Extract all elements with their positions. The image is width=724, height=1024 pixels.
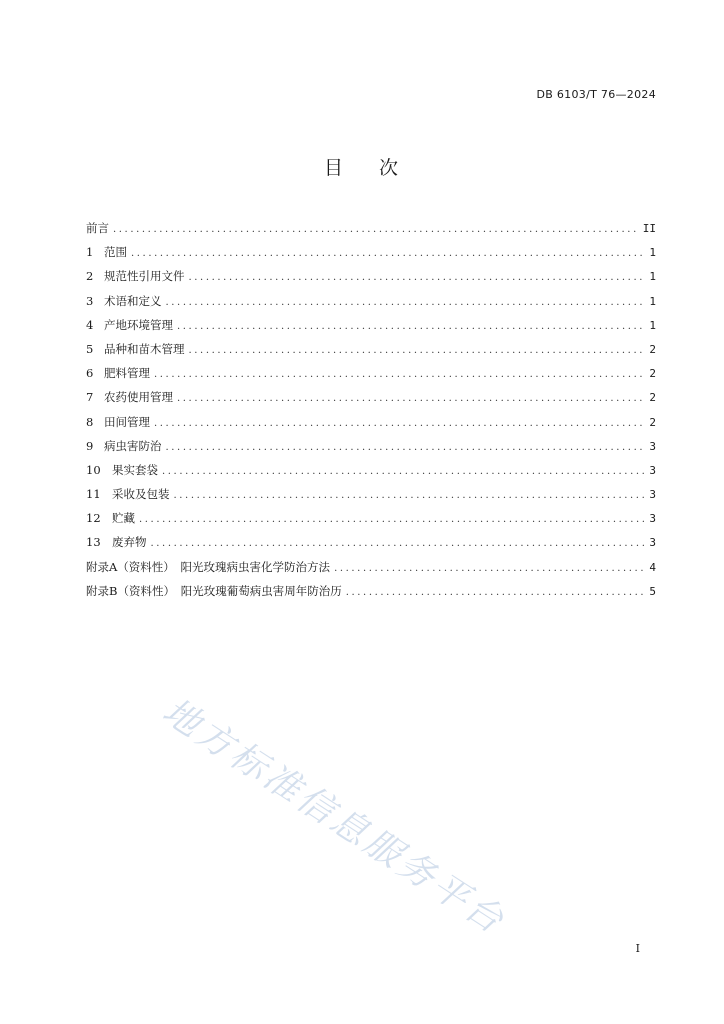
toc-entry-label: 前言 <box>86 221 109 235</box>
toc-leader-dots <box>166 438 646 458</box>
toc-entry-field-management[interactable] <box>86 412 656 436</box>
toc-entry-page: 2 <box>649 415 656 429</box>
toc-entry-varieties[interactable] <box>86 339 656 363</box>
toc-leader-dots <box>151 534 646 554</box>
toc-entry-normative-references[interactable] <box>86 266 656 290</box>
toc-leader-dots <box>346 583 646 603</box>
toc-entry-label: 11 采收及包装 <box>86 487 170 502</box>
toc-entry-appendix-a[interactable] <box>86 557 656 581</box>
toc-entry-label: 12 贮藏 <box>86 511 135 526</box>
toc-title-part2: 次 <box>379 157 401 179</box>
toc-leader-dots <box>131 244 645 264</box>
toc-list <box>86 218 656 605</box>
standard-code: DB 6103/T 76—2024 <box>536 88 656 101</box>
toc-title-part1: 目 <box>323 157 345 179</box>
toc-entry-label: 4 产地环境管理 <box>86 317 173 332</box>
toc-entry-scope[interactable] <box>86 242 656 266</box>
toc-entry-harvest-packaging[interactable] <box>86 484 656 508</box>
toc-entry-page: 3 <box>649 463 656 477</box>
toc-entry-page: 1 <box>649 318 656 332</box>
toc-entry-fertilizer[interactable] <box>86 363 656 387</box>
toc-entry-label: 5 品种和苗木管理 <box>86 341 185 356</box>
toc-entry-page: 3 <box>649 536 656 550</box>
toc-entry-page: 3 <box>649 439 656 453</box>
toc-entry-label: 13 废弃物 <box>86 535 147 550</box>
toc-entry-label: 2 规范性引用文件 <box>86 269 185 284</box>
toc-leader-dots <box>113 220 639 240</box>
toc-entry-label: 10 果实套袋 <box>86 462 158 477</box>
toc-entry-page: 1 <box>649 294 656 308</box>
toc-entry-label: 7 农药使用管理 <box>86 390 173 405</box>
toc-leader-dots <box>334 559 645 579</box>
toc-entry-page: 3 <box>649 488 656 502</box>
toc-entry-label: 1 范围 <box>86 245 127 260</box>
watermark: 地方标准信息服务平台 <box>155 690 514 944</box>
toc-leader-dots <box>189 341 646 361</box>
toc-entry-page: 2 <box>649 367 656 381</box>
toc-entry-storage[interactable] <box>86 508 656 532</box>
toc-entry-page: II <box>642 222 656 235</box>
toc-entry-label: 6 肥料管理 <box>86 366 150 381</box>
toc-entry-label: 附录A（资料性） 阳光玫瑰病虫害化学防治方法 <box>86 559 331 574</box>
toc-entry-label: 附录B（资料性） 阳光玫瑰葡萄病虫害周年防治历 <box>86 583 342 598</box>
page-folio: I <box>635 942 640 955</box>
toc-leader-dots <box>189 268 646 288</box>
toc-leader-dots <box>166 293 646 313</box>
toc-entry-fruit-bagging[interactable] <box>86 460 656 484</box>
toc-entry-terms[interactable] <box>86 291 656 315</box>
toc-entry-appendix-b[interactable] <box>86 581 656 605</box>
toc-entry-page: 2 <box>649 391 656 405</box>
toc-entry-label: 8 田间管理 <box>86 414 150 429</box>
toc-leader-dots <box>177 389 645 409</box>
toc-leader-dots <box>154 414 645 434</box>
toc-leader-dots <box>162 462 645 482</box>
toc-leader-dots <box>139 510 645 530</box>
toc-entry-label: 3 术语和定义 <box>86 293 162 308</box>
toc-leader-dots <box>174 486 646 506</box>
toc-entry-preface[interactable] <box>86 218 656 242</box>
toc-entry-label: 9 病虫害防治 <box>86 438 162 453</box>
toc-leader-dots <box>177 317 645 337</box>
toc-entry-page: 2 <box>649 342 656 356</box>
toc-entry-page: 5 <box>649 584 656 598</box>
toc-entry-page: 4 <box>649 560 656 574</box>
toc-entry-environment[interactable] <box>86 315 656 339</box>
toc-entry-pest-control[interactable] <box>86 436 656 460</box>
toc-entry-pesticide[interactable] <box>86 387 656 411</box>
toc-entry-page: 3 <box>649 512 656 526</box>
toc-entry-page: 1 <box>649 270 656 284</box>
toc-entry-page: 1 <box>649 246 656 260</box>
toc-entry-waste[interactable] <box>86 532 656 556</box>
toc-leader-dots <box>154 365 645 385</box>
toc-title <box>0 153 724 180</box>
